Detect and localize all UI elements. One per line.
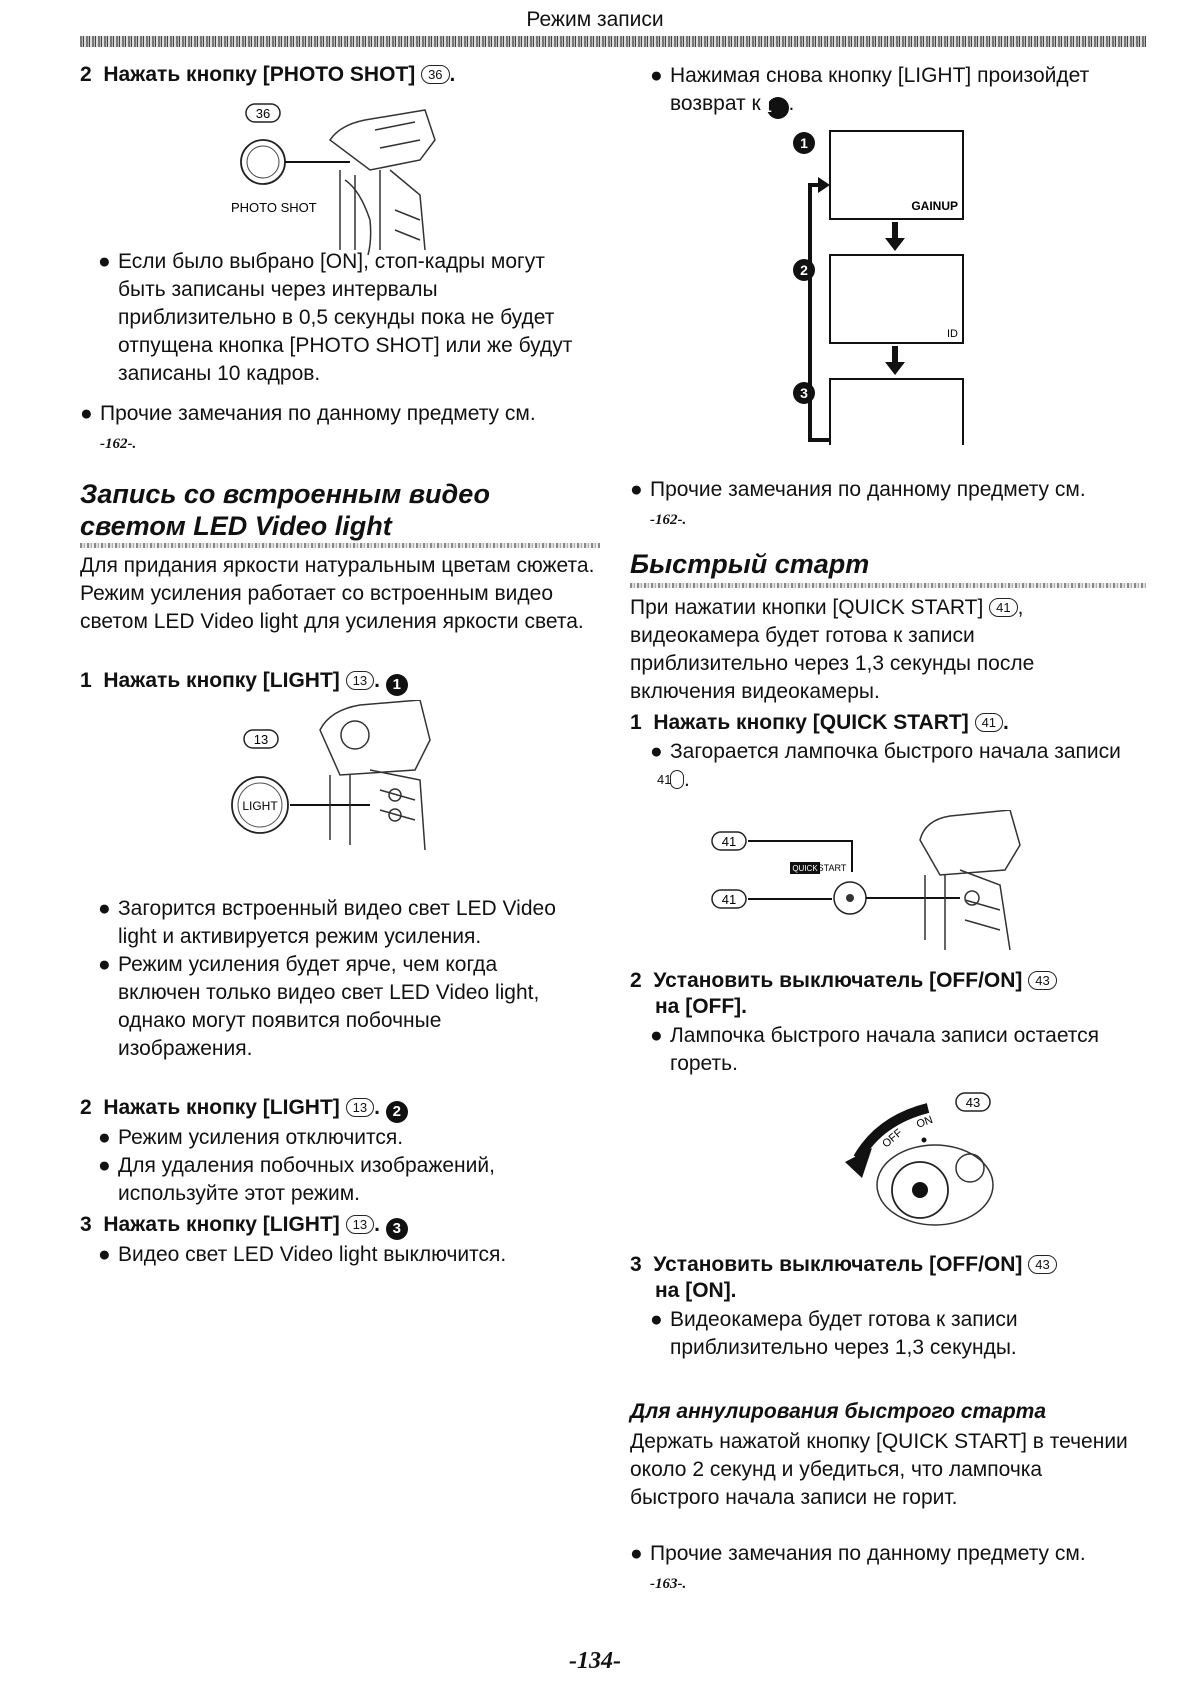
svg-text:2: 2 xyxy=(800,262,808,278)
svg-text:43: 43 xyxy=(965,1095,981,1110)
mark-1: 1 xyxy=(767,97,789,119)
screen-off xyxy=(830,379,963,445)
section-heading-quick-start: Быстрый старт xyxy=(630,549,870,579)
page-ref: -162-. xyxy=(650,512,687,528)
mark-1: 1 xyxy=(386,674,408,696)
svg-text:OFF: OFF xyxy=(880,1126,905,1151)
step-switch-off: 2 Установить выключатель [OFF/ON] 43 на [OFF]. xyxy=(630,968,1150,1020)
ref-badge: 43 xyxy=(1028,1255,1056,1274)
step-switch-on: 3 Установить выключатель [OFF/ON] 43 на [ON]. xyxy=(630,1252,1150,1304)
light-badge-text: 13 xyxy=(253,732,269,747)
bullet-return: ● Нажимая снова кнопку [LIGHT] произойдет возврат к 1 . xyxy=(650,62,1110,119)
bullet-list-step3 xyxy=(98,1241,588,1269)
list-item: ● Загорится встроенный видео свет LED Video light и активируется режим усиления. xyxy=(98,897,556,948)
step-photo-shot: 2 Нажать кнопку [PHOTO SHOT] 36 . xyxy=(80,63,456,86)
svg-text:1: 1 xyxy=(800,135,808,151)
light-button-figure xyxy=(220,700,450,860)
bullet-photo-interval: ● Если было выбрано [ON], стоп-кадры могут быть записаны через интервалы приблизительно в 0,5 секунды пока не будет отпущена кнопка [PHOTO SHOT] или же будут записаны 10 кадров. xyxy=(98,250,573,385)
svg-text:GAINUP: GAINUP xyxy=(911,199,958,213)
ref-badge: 36 xyxy=(421,65,449,84)
list-item: ● Видео свет LED Video light выключится. xyxy=(98,1243,507,1266)
list-item: ● Режим усиления отключится. xyxy=(98,1126,404,1149)
bullet-quick-lamp: ● Загорается лампочка быстрого начала записи 41 . xyxy=(650,740,1121,791)
section-divider xyxy=(80,543,600,548)
cancel-quick-start-title: Для аннулирования быстрого старта xyxy=(630,1400,1047,1423)
note-reference-3: ● Прочие замечания по данному предмету см. -163-. xyxy=(630,1542,1086,1592)
page-ref: -163-. xyxy=(650,1576,687,1592)
note-reference-1: ● Прочие замечания по данному предмету см. -162-. xyxy=(80,402,536,452)
list-item: ● Для удаления побочных изображений, используйте этот режим. xyxy=(98,1154,495,1205)
photo-shot-label: PHOTO SHOT xyxy=(231,200,317,215)
svg-text:3: 3 xyxy=(800,385,808,401)
step-light-3: 3 Нажать кнопку [LIGHT] 13 . 3 xyxy=(80,1212,600,1240)
svg-text:ON: ON xyxy=(914,1113,935,1131)
note-reference-2: ● Прочие замечания по данному предмету см. -162-. xyxy=(630,478,1086,528)
off-on-switch-figure xyxy=(840,1090,1010,1240)
section-heading-led: Запись со встроенным видео светом LED Video light xyxy=(80,479,491,541)
step-quick-start: 1 Нажать кнопку [QUICK START] 41 . xyxy=(630,711,1009,734)
screen-light-only xyxy=(830,255,963,343)
svg-text:START: START xyxy=(817,863,847,873)
page-header-title: Режим записи xyxy=(526,8,664,31)
ref-badge: 13 xyxy=(346,1098,374,1117)
photo-badge-text: 36 xyxy=(255,106,271,121)
svg-text:QUICK: QUICK xyxy=(792,864,818,873)
page-number: -134- xyxy=(569,1648,621,1674)
step-light-1: 1 Нажать кнопку [LIGHT] 13 . 1 xyxy=(80,668,600,696)
return-arrow-icon xyxy=(810,177,830,440)
camcorder-icon xyxy=(920,810,1020,950)
ref-badge: 41 xyxy=(975,713,1003,732)
ref-badge: 41 xyxy=(670,770,684,789)
step-light-2: 2 Нажать кнопку [LIGHT] 13 . 2 xyxy=(80,1095,600,1123)
camcorder-icon xyxy=(330,110,435,255)
photo-shot-button-icon xyxy=(241,140,285,184)
mark-2: 2 xyxy=(386,1101,408,1123)
light-label: LIGHT xyxy=(242,799,278,813)
svg-text:ID: ID xyxy=(947,328,958,340)
ref-badge: 13 xyxy=(346,1215,374,1234)
camcorder-icon xyxy=(320,700,430,850)
bullet-lamp-stays: ● Лампочка быстрого начала записи остается гореть. xyxy=(650,1024,1100,1075)
page-ref: -162-. xyxy=(100,436,137,452)
quick-start-figure xyxy=(710,810,1040,960)
list-item: ● Режим усиления будет ярче, чем когда включен только видео свет LED Video light, однако могут появится побочные изображения. xyxy=(98,953,540,1060)
quick-start-intro: При нажатии кнопки [QUICK START] 41 , видеокамера будет готова к записи приблизительно через 1,3 секунды после включения видеокамеры. xyxy=(630,596,1035,703)
bullet-ready-to-record: ● Видеокамера будет готова к записи приблизительно через 1,3 секунды. xyxy=(650,1308,1018,1359)
gain-mode-diagram xyxy=(790,125,990,445)
svg-text:41: 41 xyxy=(721,892,737,907)
photo-shot-figure xyxy=(220,100,450,260)
ref-badge: 41 xyxy=(989,598,1017,617)
bullet-list-step2 xyxy=(98,1124,578,1208)
header-divider xyxy=(80,36,1146,47)
cancel-quick-start-text: Держать нажатой кнопку [QUICK START] в течении около 2 секунд и убедиться, что лампочка быстрого начала записи не горит. xyxy=(630,1430,1128,1509)
svg-text:41: 41 xyxy=(721,834,737,849)
ref-badge: 43 xyxy=(1028,971,1056,990)
led-intro-paragraph: Для придания яркости натуральным цветам сюжета. Режим усиления работает со встроенным видео светом LED Video light для усиления яркости света. xyxy=(80,554,595,633)
mark-3: 3 xyxy=(386,1218,408,1240)
down-arrow-icon xyxy=(885,346,905,375)
ref-badge: 13 xyxy=(346,671,374,690)
section-divider xyxy=(630,583,1146,588)
down-arrow-icon xyxy=(885,222,905,251)
bullet-list-step1 xyxy=(98,895,568,1063)
